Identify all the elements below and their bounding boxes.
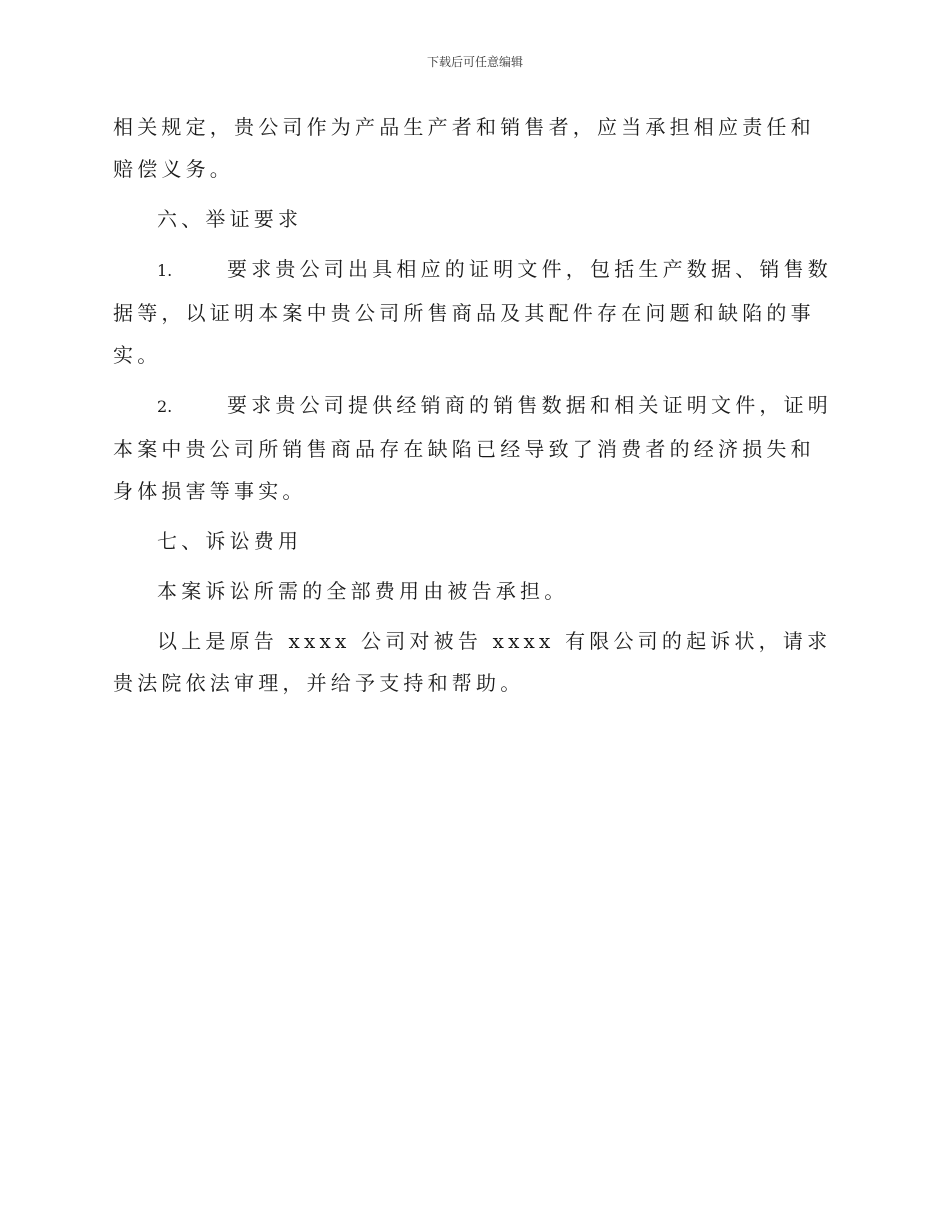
evidence-item-2 xyxy=(113,384,835,512)
page-header: 下载后可任意编辑 xyxy=(426,55,523,69)
section-6-heading: 六、举证要求 xyxy=(157,207,303,231)
section-7-body: 本案诉讼所需的全部费用由被告承担。 xyxy=(157,579,569,603)
document-body xyxy=(113,106,835,704)
item-2-text: 要求贵公司提供经销商的销售数据和相关证明文件，证明本案中贵公司所销售商品存在缺陷已经导致了消费者的经济损失和身体损害等事实。 xyxy=(113,393,832,503)
evidence-item-1 xyxy=(113,248,835,376)
item-1-text: 要求贵公司出具相应的证明文件，包括生产数据、销售数据等，以证明本案中贵公司所售商品及其配件存在问题和缺陷的事实。 xyxy=(113,257,832,367)
closing-paragraph: 以上是原告 xxxx 公司对被告 xxxx 有限公司的起诉状，请求贵法院依法审理，并给予支持和帮助。 xyxy=(113,629,832,695)
continuation-paragraph: 相关规定，贵公司作为产品生产者和销售者，应当承担相应责任和赔偿义务。 xyxy=(113,115,815,181)
section-7-heading: 七、诉讼费用 xyxy=(157,529,303,553)
item-1-number: 1. xyxy=(157,261,173,280)
item-2-number: 2. xyxy=(157,397,173,416)
